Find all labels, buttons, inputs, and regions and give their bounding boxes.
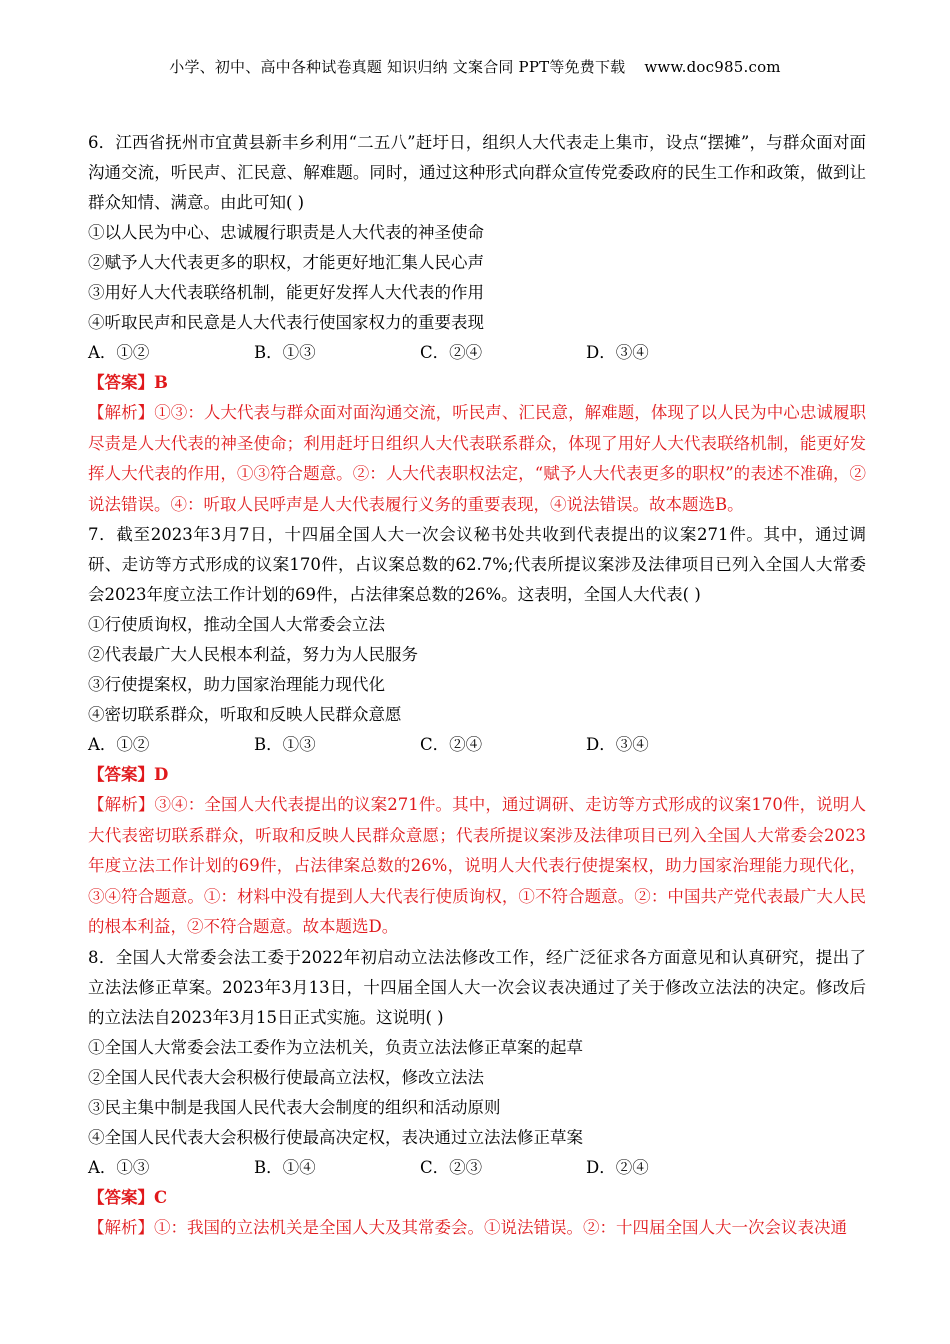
option-c: C．②③ <box>420 1157 483 1177</box>
option-d: D．②④ <box>586 1157 649 1177</box>
option-b: B．①③ <box>254 343 316 362</box>
choice-item: ③行使提案权，助力国家治理能力现代化 <box>88 675 385 694</box>
answer-line <box>88 1183 866 1213</box>
answer-tag: 【答案】 <box>88 373 154 392</box>
option-b: B．①④ <box>254 1157 316 1177</box>
analysis-text: ①③：人大代表与群众面对面沟通交流，听民声、汇民意，解难题，体现了以人民为中心忠诚履职尽责是人大代表的神圣使命；利用赶圩日组织人大代表联系群众，体现了用好人大代表联络机制，能更好发挥人大代表的作用，①③符合题意。②：人大代表职权法定，“赋予人大代表更多的职权”的表述不准确，②说法错误。④：听取人民呼声是人大代表履行义务的重要表现，④说法错误。故本题选B。 <box>88 403 867 514</box>
option-row <box>88 1153 866 1183</box>
choice-item: ③用好人大代表联络机制，能更好发挥人大代表的作用 <box>88 283 484 302</box>
question-7 <box>88 520 866 943</box>
option-a: A．①② <box>88 735 150 754</box>
question-6 <box>88 128 866 520</box>
question-stem: 6．江西省抚州市宜黄县新丰乡利用“二五八”赶圩日，组织人大代表走上集市，设点“摆摊”，与群众面对面沟通交流，听民声、汇民意、解难题。同时，通过这种形式向群众宣传党委政府的民生工作和政策，做到让群众知情、满意。由此可知( ) <box>88 133 866 212</box>
question-8 <box>88 943 866 1244</box>
choice-item: ②赋予人大代表更多的职权，才能更好地汇集人民心声 <box>88 253 484 272</box>
answer-line <box>88 368 866 398</box>
analysis <box>88 790 866 943</box>
choice-item: ①行使质询权，推动全国人大常委会立法 <box>88 615 385 634</box>
document-body <box>88 128 866 1243</box>
choice-item: ④密切联系群众，听取和反映人民群众意愿 <box>88 705 402 724</box>
answer-line <box>88 760 866 790</box>
option-a: A．①③ <box>88 1157 150 1177</box>
option-d: D．③④ <box>586 735 649 754</box>
analysis-text: ③④：全国人大代表提出的议案271件。其中，通过调研、走访等方式形成的议案170件，说明人大代表密切联系群众，听取和反映人民群众意愿；代表所提议案涉及法律项目已列入全国人大常委会2023年度立法工作计划的69件，占法律案总数的26%，说明人大代表行使提案权，助力国家治理能力现代化，③④符合题意。①：材料中没有提到人大代表行使质询权，①不符合题意。②：中国共产党代表最广大人民的根本利益，②不符合题意。故本题选D。 <box>88 795 866 936</box>
analysis-tag: 【解析】 <box>88 795 155 814</box>
analysis-tag: 【解析】 <box>88 1217 154 1237</box>
choice-item: ②全国人民代表大会积极行使最高立法权，修改立法法 <box>88 1067 484 1087</box>
choice-item: ④全国人民代表大会积极行使最高决定权，表决通过立法法修正草案 <box>88 1127 583 1147</box>
analysis-text: ①：我国的立法机关是全国人大及其常委会。①说法错误。②：十四届全国人大一次会议表决通 <box>154 1217 847 1237</box>
option-d: D．③④ <box>586 343 649 362</box>
header-url[interactable]: www.doc985.com <box>644 58 781 76</box>
answer-tag: 【答案】 <box>88 765 154 784</box>
choice-item: ④听取民声和民意是人大代表行使国家权力的重要表现 <box>88 313 484 332</box>
option-row <box>88 338 866 368</box>
header-text: 小学、初中、高中各种试卷真题 知识归纳 文案合同 PPT等免费下载 <box>169 58 626 76</box>
page-header <box>0 56 950 77</box>
choice-item: ①以人民为中心、忠诚履行职责是人大代表的神圣使命 <box>88 223 484 242</box>
choice-item: ③民主集中制是我国人民代表大会制度的组织和活动原则 <box>88 1097 501 1117</box>
answer-value: D <box>154 765 169 784</box>
answer-value: C <box>154 1187 168 1207</box>
analysis <box>88 398 866 520</box>
option-a: A．①② <box>88 343 150 362</box>
analysis <box>88 1213 866 1244</box>
choice-item: ②代表最广大人民根本利益，努力为人民服务 <box>88 645 418 664</box>
choice-item: ①全国人大常委会法工委作为立法机关，负责立法法修正草案的起草 <box>88 1037 583 1057</box>
option-c: C．②④ <box>420 735 483 754</box>
answer-tag: 【答案】 <box>88 1187 154 1207</box>
question-stem: 7．截至2023年3月7日，十四届全国人大一次会议秘书处共收到代表提出的议案271件。其中，通过调研、走访等方式形成的议案170件，占议案总数的62.7%;代表所提议案涉及法律项目已列入全国人大常委会2023年度立法工作计划的69件，占法律案总数的26%。这表明，全国人大代表( ) <box>88 525 866 604</box>
question-stem: 8．全国人大常委会法工委于2022年初启动立法法修改工作，经广泛征求各方面意见和认真研究，提出了立法法修正草案。2023年3月13日，十四届全国人大一次会议表决通过了关于修改立法法的决定。修改后的立法法自2023年3月15日正式实施。这说明( ) <box>88 947 866 1027</box>
option-row <box>88 730 866 760</box>
option-c: C．②④ <box>420 343 483 362</box>
option-b: B．①③ <box>254 735 316 754</box>
answer-value: B <box>154 373 168 392</box>
analysis-tag: 【解析】 <box>88 403 155 422</box>
